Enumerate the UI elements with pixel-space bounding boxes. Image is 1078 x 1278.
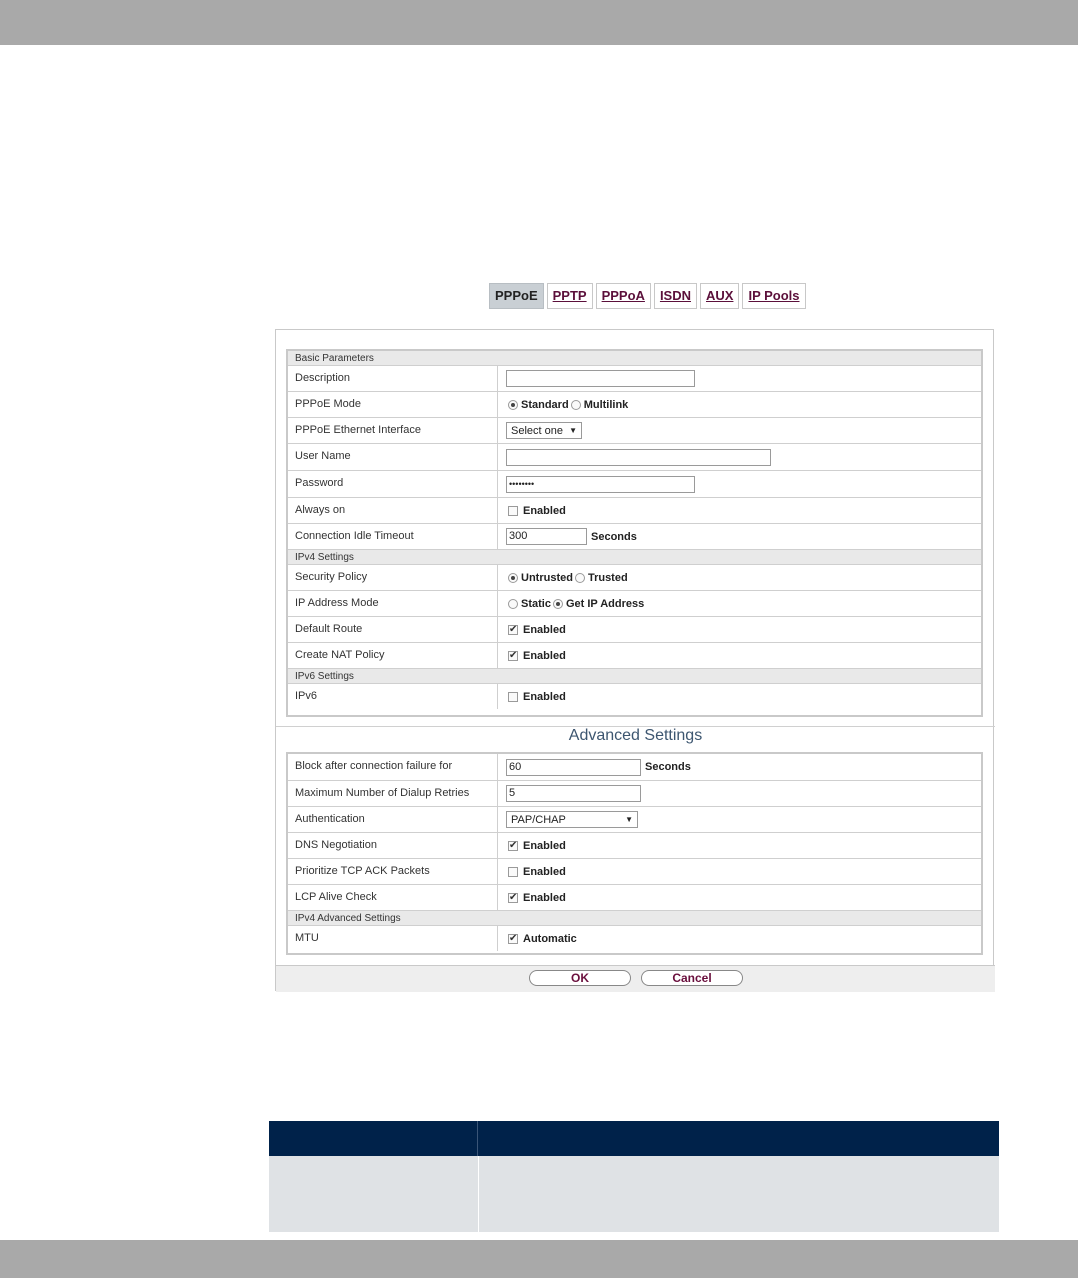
trusted-radio[interactable] [575,573,585,583]
get-ip-radio[interactable] [553,599,563,609]
tab-isdn[interactable]: ISDN [654,283,697,309]
advanced-settings-title[interactable]: Advanced Settings [568,727,703,744]
row-password [288,471,981,498]
always-on-enabled-label: Enabled [523,504,566,517]
multilink-label: Multilink [583,398,629,411]
advanced-settings-grid [286,752,983,955]
table-header-cell-2 [478,1121,999,1156]
idle-timeout-input[interactable]: 300 [506,528,587,545]
section-ipv4-advanced: IPv4 Advanced Settings [288,911,981,926]
ipv6-enabled-label: Enabled [523,690,566,703]
button-bar [276,966,995,992]
interface-label: PPPoE Ethernet Interface [288,418,498,443]
untrusted-label: Untrusted [521,571,573,584]
settings-panel [275,329,994,991]
static-radio[interactable] [508,599,518,609]
bottom-bar [0,1240,1078,1278]
table-cell-2 [479,1156,999,1232]
lcp-checkbox[interactable]: ✔ [509,891,518,903]
tcp-ack-label: Prioritize TCP ACK Packets [288,859,498,884]
ip-mode-label: IP Address Mode [288,591,498,616]
row-block-after-failure [288,754,981,781]
row-idle-timeout [288,524,981,550]
ipv6-label: IPv6 [288,684,498,709]
table-header [269,1121,999,1156]
auth-select[interactable] [506,811,638,828]
interface-select-value: Select one [511,424,563,437]
section-basic-parameters: Basic Parameters [288,351,981,366]
auth-label: Authentication [288,807,498,832]
row-mtu [288,926,981,951]
dns-label: DNS Negotiation [288,833,498,858]
default-route-checkbox[interactable]: ✔ [509,623,518,635]
row-default-route [288,617,981,643]
retries-input[interactable]: 5 [506,785,641,802]
basic-settings-grid [286,349,983,717]
tab-aux[interactable]: AUX [700,283,739,309]
mtu-checkbox[interactable]: ✔ [509,932,518,944]
nat-policy-enabled-label: Enabled [523,649,566,662]
tab-bar [489,283,806,309]
dns-checkbox[interactable]: ✔ [509,839,518,851]
tab-pppoa[interactable]: PPPoA [596,283,651,309]
tcp-ack-enabled-label: Enabled [523,865,566,878]
block-unit: Seconds [645,761,691,773]
static-label: Static [521,597,551,610]
table-row [269,1156,999,1232]
always-on-checkbox[interactable] [508,506,518,516]
ok-button[interactable]: OK [529,970,631,986]
tcp-ack-checkbox[interactable] [508,867,518,877]
tab-pppoe[interactable]: PPPoE [489,283,544,309]
block-input[interactable]: 60 [506,759,641,776]
always-on-label: Always on [288,498,498,523]
tab-pptp[interactable]: PPTP [547,283,593,309]
dropdown-arrow-icon: ▼ [625,815,633,824]
default-route-label: Default Route [288,617,498,642]
lcp-label: LCP Alive Check [288,885,498,910]
dns-enabled-label: Enabled [523,839,566,852]
ipv6-checkbox[interactable] [508,692,518,702]
nat-policy-checkbox[interactable]: ✔ [509,649,518,661]
description-label: Description [288,366,498,391]
idle-timeout-unit: Seconds [591,530,637,543]
section-ipv6-settings: IPv6 Settings [288,669,981,684]
interface-select[interactable] [506,422,582,439]
security-policy-label: Security Policy [288,565,498,590]
standard-label: Standard [521,398,569,411]
retries-label: Maximum Number of Dialup Retries [288,781,498,806]
password-label: Password [288,471,498,497]
row-ethernet-interface [288,418,981,444]
row-tcp-ack [288,859,981,885]
tab-ip-pools[interactable]: IP Pools [742,283,805,309]
row-dns-negotiation [288,833,981,859]
password-input[interactable]: •••••••• [506,476,695,493]
row-user-name [288,444,981,471]
lcp-enabled-label: Enabled [523,891,566,904]
pppoe-mode-label: PPPoE Mode [288,392,498,417]
auth-select-value: PAP/CHAP [511,813,566,826]
username-input[interactable] [506,449,771,466]
row-nat-policy [288,643,981,669]
row-always-on [288,498,981,524]
top-bar [0,0,1078,45]
trusted-label: Trusted [587,571,628,584]
standard-radio[interactable] [508,400,518,410]
row-authentication [288,807,981,833]
nat-policy-label: Create NAT Policy [288,643,498,668]
description-table [269,1121,999,1232]
table-cell-1 [269,1156,479,1232]
multilink-radio[interactable] [571,400,581,410]
row-security-policy [288,565,981,591]
row-description [288,366,981,392]
idle-timeout-label: Connection Idle Timeout [288,524,498,549]
get-ip-label: Get IP Address [565,597,645,610]
row-pppoe-mode [288,392,981,418]
cancel-button[interactable]: Cancel [641,970,743,986]
row-ipv6 [288,684,981,709]
table-header-cell-1 [269,1121,478,1156]
row-ip-address-mode [288,591,981,617]
username-label: User Name [288,444,498,470]
section-ipv4-settings: IPv4 Settings [288,550,981,565]
block-label: Block after connection failure for [288,754,498,780]
row-dialup-retries [288,781,981,807]
row-lcp-alive [288,885,981,911]
description-input[interactable] [506,370,695,387]
dropdown-arrow-icon: ▼ [569,426,577,435]
mtu-label: MTU [288,926,498,951]
default-route-enabled-label: Enabled [523,623,566,636]
mtu-automatic-label: Automatic [523,932,577,945]
untrusted-radio[interactable] [508,573,518,583]
